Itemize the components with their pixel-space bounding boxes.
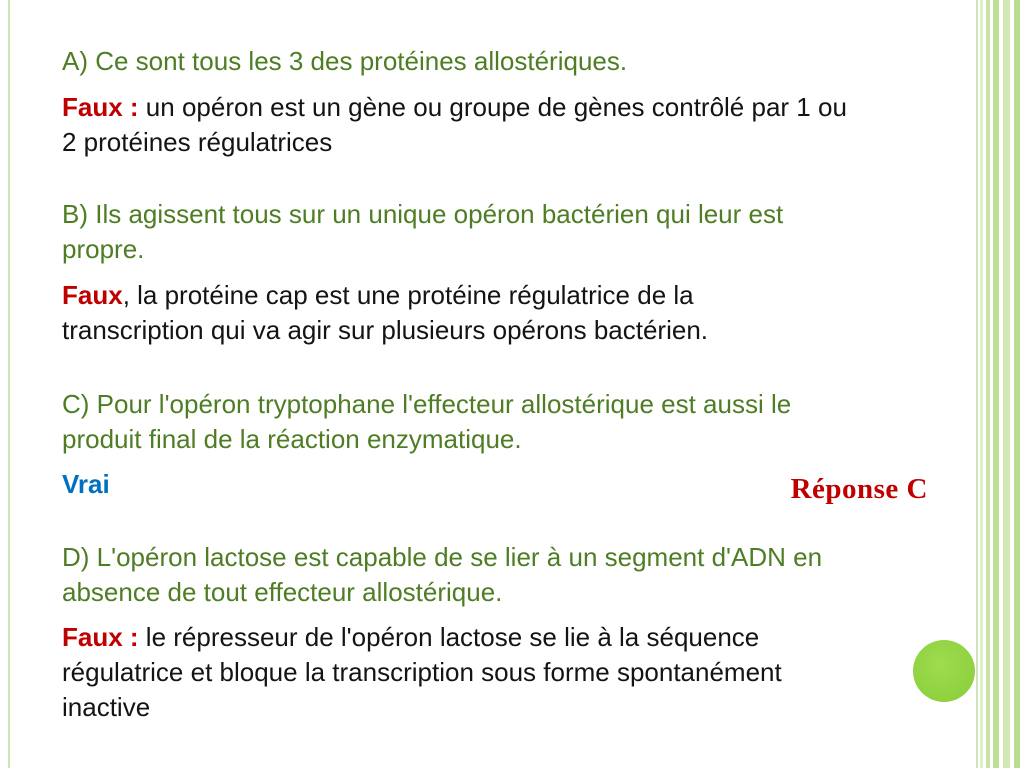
answer-d-line: régulatrice et bloque la transcription sous forme spontanément — [62, 657, 782, 687]
answer-a-line: 2 protéines régulatrices — [62, 127, 333, 157]
answer-b-line — [62, 278, 708, 313]
question-c — [62, 387, 791, 457]
answer-b-line: transcription qui va agir sur plusieurs opérons bactérien. — [62, 315, 709, 345]
verdict-true-label: Vrai — [62, 469, 110, 499]
question-a — [62, 44, 627, 79]
answer-d — [62, 620, 782, 725]
verdict-false-label: Faux : — [62, 622, 139, 652]
question-d-line: D) L'opéron lactose est capable de se lier à un segment d'ADN en — [62, 542, 823, 572]
answer-a-line — [62, 90, 847, 125]
decor-stripe — [1014, 0, 1020, 768]
question-c-line: C) Pour l'opéron tryptophane l'effecteur allostérique est aussi le — [62, 389, 792, 419]
question-d — [62, 540, 822, 610]
answer-b — [62, 278, 708, 348]
answer-a — [62, 90, 847, 160]
question-d-line: absence de tout effecteur allostérique. — [62, 577, 503, 607]
question-b — [62, 197, 783, 267]
decor-stripe — [1003, 0, 1010, 768]
decor-stripe — [993, 0, 999, 768]
answer-c — [62, 467, 110, 502]
decor-stripe — [980, 0, 983, 768]
answer-c-line — [62, 467, 110, 502]
decor-stripe — [986, 0, 990, 768]
answer-d-line — [62, 620, 782, 655]
question-b-line: propre. — [62, 234, 145, 264]
answer-d-text: le répresseur de l'opéron lactose se lie à la séquence — [138, 622, 760, 652]
verdict-false-label: Faux : — [62, 92, 139, 122]
question-b-line: B) Ils agissent tous sur un unique opéron bactérien qui leur est — [62, 199, 784, 229]
frame-left-line — [8, 0, 10, 768]
final-answer-label: Réponse C — [790, 473, 928, 505]
question-a-line: A) Ce sont tous les 3 des protéines allostériques. — [62, 46, 628, 76]
question-c-line: produit final de la réaction enzymatique. — [62, 424, 522, 454]
answer-a-text: un opéron est un gène ou groupe de gènes contrôlé par 1 ou — [138, 92, 847, 122]
answer-d-line: inactive — [62, 692, 151, 722]
verdict-false-label: Faux — [62, 280, 123, 310]
answer-b-text: , la protéine cap est une protéine régulatrice de la — [122, 280, 694, 310]
frame-right-line — [976, 0, 978, 768]
green-circle-decoration-icon — [913, 640, 975, 702]
